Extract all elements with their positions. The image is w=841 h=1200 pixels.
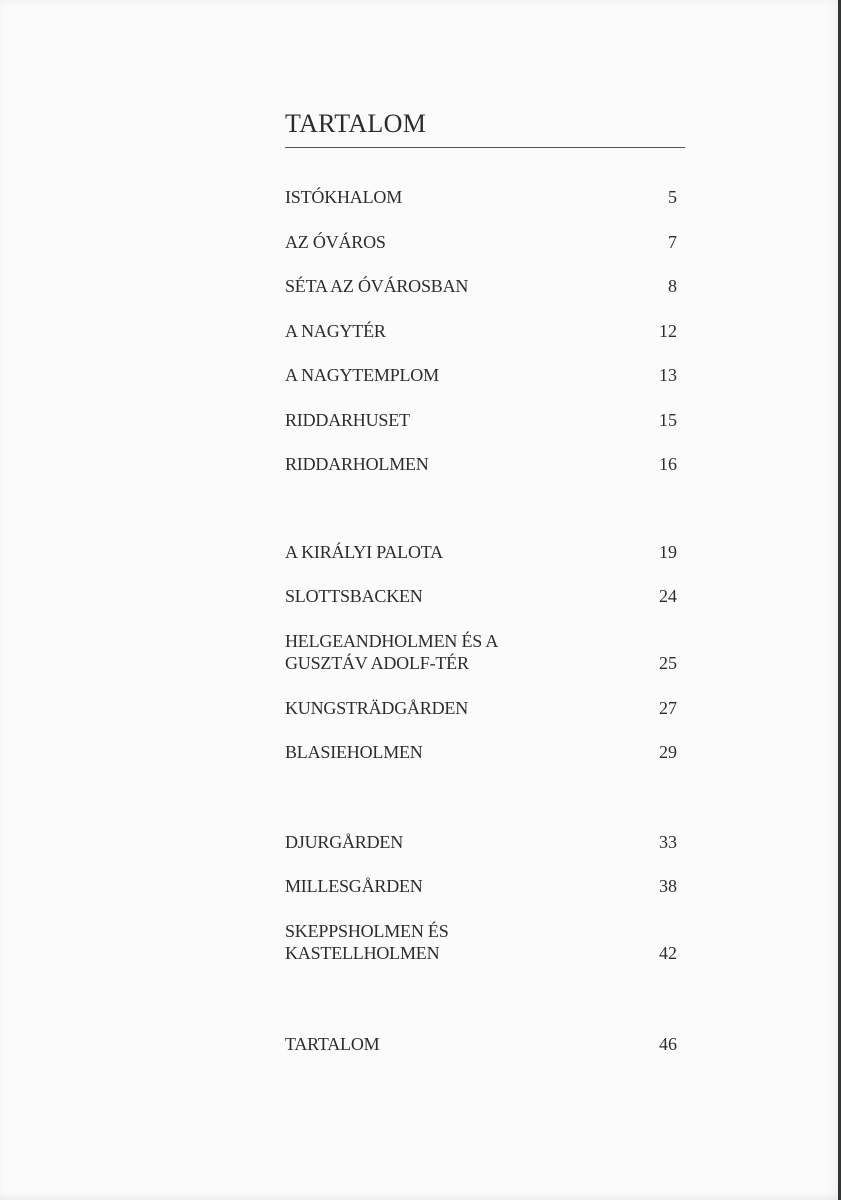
toc-entry-label: AZ ÓVÁROS xyxy=(285,232,386,252)
toc-entry-page: 8 xyxy=(668,276,677,296)
toc-entry-skeppsholmen xyxy=(285,920,677,964)
toc-entry-a-nagytemplom xyxy=(285,364,677,386)
toc-entry-page: 16 xyxy=(659,454,677,474)
toc-entry-a-nagyter xyxy=(285,320,677,342)
toc-entry-page: 33 xyxy=(659,832,677,852)
toc-entry-riddarhuset xyxy=(285,409,677,431)
toc-entry-label: A NAGYTÉR xyxy=(285,321,386,341)
toc-entry-label: SÉTA AZ ÓVÁROSBAN xyxy=(285,276,469,296)
toc-entry-page: 13 xyxy=(659,365,677,385)
toc-entry-tartalom xyxy=(285,1033,677,1055)
toc-entry-page: 5 xyxy=(668,187,677,207)
toc-entry-label: TARTALOM xyxy=(285,1034,380,1054)
toc-entry-kungstradgarden xyxy=(285,697,677,719)
toc-entry-seta-az-ovarosban xyxy=(285,275,677,297)
toc-entry-page: 15 xyxy=(659,410,677,430)
toc-entry-label: A KIRÁLYI PALOTA xyxy=(285,542,443,562)
toc-entry-label: MILLESGÅRDEN xyxy=(285,876,423,896)
toc-entry-label: HELGEANDHOLMEN ÉS A GUSZTÁV ADOLF-TÉR xyxy=(285,631,499,673)
toc-entry-blasieholmen xyxy=(285,741,677,763)
toc-entry-djurgarden xyxy=(285,831,677,853)
table-of-contents xyxy=(285,106,685,1054)
toc-entry-slottsbacken xyxy=(285,585,677,607)
toc-entry-page: 38 xyxy=(659,876,677,896)
toc-entry-page: 19 xyxy=(659,542,677,562)
toc-entry-label: SLOTTSBACKEN xyxy=(285,586,423,606)
toc-entry-page: 42 xyxy=(659,943,677,963)
toc-entry-label: KUNGSTRÄDGÅRDEN xyxy=(285,698,469,718)
toc-entry-page: 24 xyxy=(659,586,677,606)
toc-entry-label: SKEPPSHOLMEN ÉS KASTELLHOLMEN xyxy=(285,921,449,963)
toc-entry-page: 27 xyxy=(659,698,677,718)
toc-entry-page: 25 xyxy=(659,653,677,673)
toc-entry-helgeandholmen xyxy=(285,630,677,674)
toc-entry-a-kiralyi-palota xyxy=(285,541,677,563)
toc-entry-label: BLASIEHOLMEN xyxy=(285,742,423,762)
toc-entry-page: 7 xyxy=(668,232,677,252)
toc-entry-page: 46 xyxy=(659,1034,677,1054)
toc-entry-page: 29 xyxy=(659,742,677,762)
toc-title: TARTALOM xyxy=(285,109,427,138)
toc-entry-label: ISTÓKHALOM xyxy=(285,187,402,207)
toc-entry-label: RIDDARHUSET xyxy=(285,410,410,430)
toc-entry-az-ovaros xyxy=(285,231,677,253)
title-rule xyxy=(285,147,685,148)
toc-entry-label: A NAGYTEMPLOM xyxy=(285,365,439,385)
toc-entry-riddarholmen xyxy=(285,453,677,475)
toc-entry-millesgarden xyxy=(285,875,677,897)
toc-entry-label: DJURGÅRDEN xyxy=(285,832,404,852)
toc-entry-label: RIDDARHOLMEN xyxy=(285,454,429,474)
toc-entry-page: 12 xyxy=(659,321,677,341)
toc-entry-istokhalom xyxy=(285,186,677,208)
